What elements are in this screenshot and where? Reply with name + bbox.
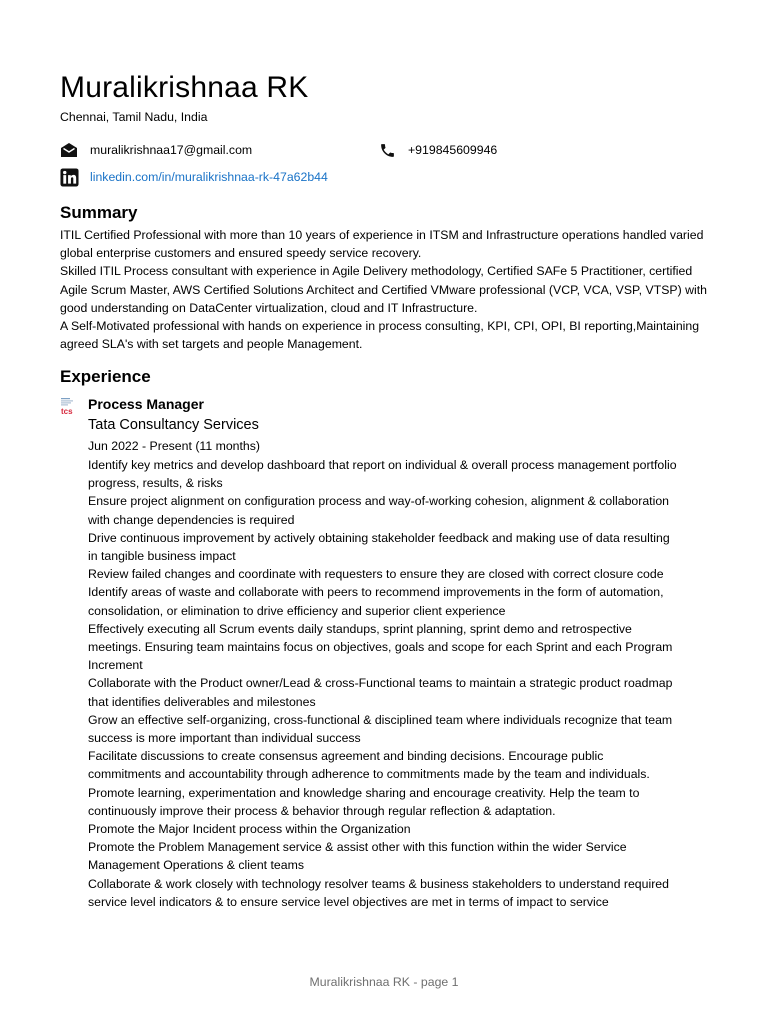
candidate-location: Chennai, Tamil Nadu, India [60,110,208,124]
duty-item: Collaborate with the Product owner/Lead & cross-Functional teams to maintain a strategic product roadmap that identifies deliverables and milestones [88,676,673,709]
duty-item: Promote the Problem Management service & assist other with this function within the wider Service Management Operations & client teams [88,840,627,873]
contact-linkedin [59,167,328,187]
job-dates: Jun 2022 - Present (11 months) [88,439,261,453]
summary-paragraph: ITIL Certified Professional with more than 10 years of experience in ITSM and Infrastructure operations handled varied global enterprise customers and ensured speedy service recovery. [60,228,704,261]
duty-item: Promote the Major Incident process within the Organization [88,822,411,837]
job-title: Process Manager [88,396,204,412]
duty-item: Identify key metrics and develop dashboard that report on individual & overall process management portfolio progress, results, & risks [88,458,677,491]
duty-item: Drive continuous improvement by actively obtaining stakeholder feedback and making use of data resulting in tangible business impact [88,530,670,564]
phone-text[interactable]: +919845609946 [408,143,498,157]
duty-item: Ensure project alignment on configuration process and way-of-working cohesion, alignment & collaboration with change dependencies is required [88,494,670,527]
svg-text:tcs: tcs [61,407,73,416]
duty-item: Identify areas of waste and collaborate with peers to recommend improvements in the form of automation, consolidation, or elimination to drive efficiency and superior client experience [88,585,664,618]
candidate-name: Muralikrishnaa RK [60,71,309,104]
email-icon [59,140,79,160]
duty-item: Facilitate discussions to create consensus agreement and binding decisions. Encourage public commitments and accountability through adherence to commitments made by the team and individuals. [88,749,650,782]
duty-item: Promote learning, experimentation and knowledge sharing and encourage creativity. Help the team to continuously improve their process & behavior through regular reflection & adaptation. [88,785,640,818]
duty-item: Grow an effective self-organizing, cross-functional & disciplined team where individuals recognize that team success is more important than individual success [88,712,673,746]
summary-paragraph: Skilled ITIL Process consultant with experience in Agile Delivery methodology, Certified SAFe 5 Practitioner, certified Agile Scrum Master, AWS Certified Solutions Architect and Certified VMware professional (VCP, VCA, VSP, VTSP) with good understanding on DataCenter virtualization, cloud and IT Infrastructure. [60,264,707,315]
company-name: Tata Consultancy Services [88,417,259,433]
contact-email [59,140,252,160]
summary-body [60,226,710,353]
contact-phone [377,140,497,160]
experience-heading: Experience [60,367,151,386]
duty-item: Collaborate & work closely with technology resolver teams & business stakeholders to understand required service level indicators & to ensure service level objectives are met in terms of impact to service [88,876,669,909]
phone-icon [377,140,397,160]
tcs-logo [60,397,78,417]
duty-item: Review failed changes and coordinate with requesters to ensure they are closed with correct closure code [88,567,664,582]
email-text[interactable]: muralikrishnaa17@gmail.com [90,143,253,157]
job-duties [88,456,678,911]
linkedin-link[interactable]: linkedin.com/in/muralikrishnaa-rk-47a62b44 [90,170,328,184]
summary-heading: Summary [60,203,138,222]
linkedin-icon [59,167,79,187]
page-footer: Muralikrishnaa RK - page 1 [309,975,459,989]
summary-paragraph: A Self-Motivated professional with hands on experience in process consulting, KPI, CPI, OPI, BI reporting,Maintaining agreed SLA's with set targets and people Management. [60,319,700,352]
duty-item: Effectively executing all Scrum events daily standups, sprint planning, sprint demo and retrospective meetings. Ensuring team maintains focus on objectives, goals and scope for each Sprint and each Program Increment [88,621,673,673]
